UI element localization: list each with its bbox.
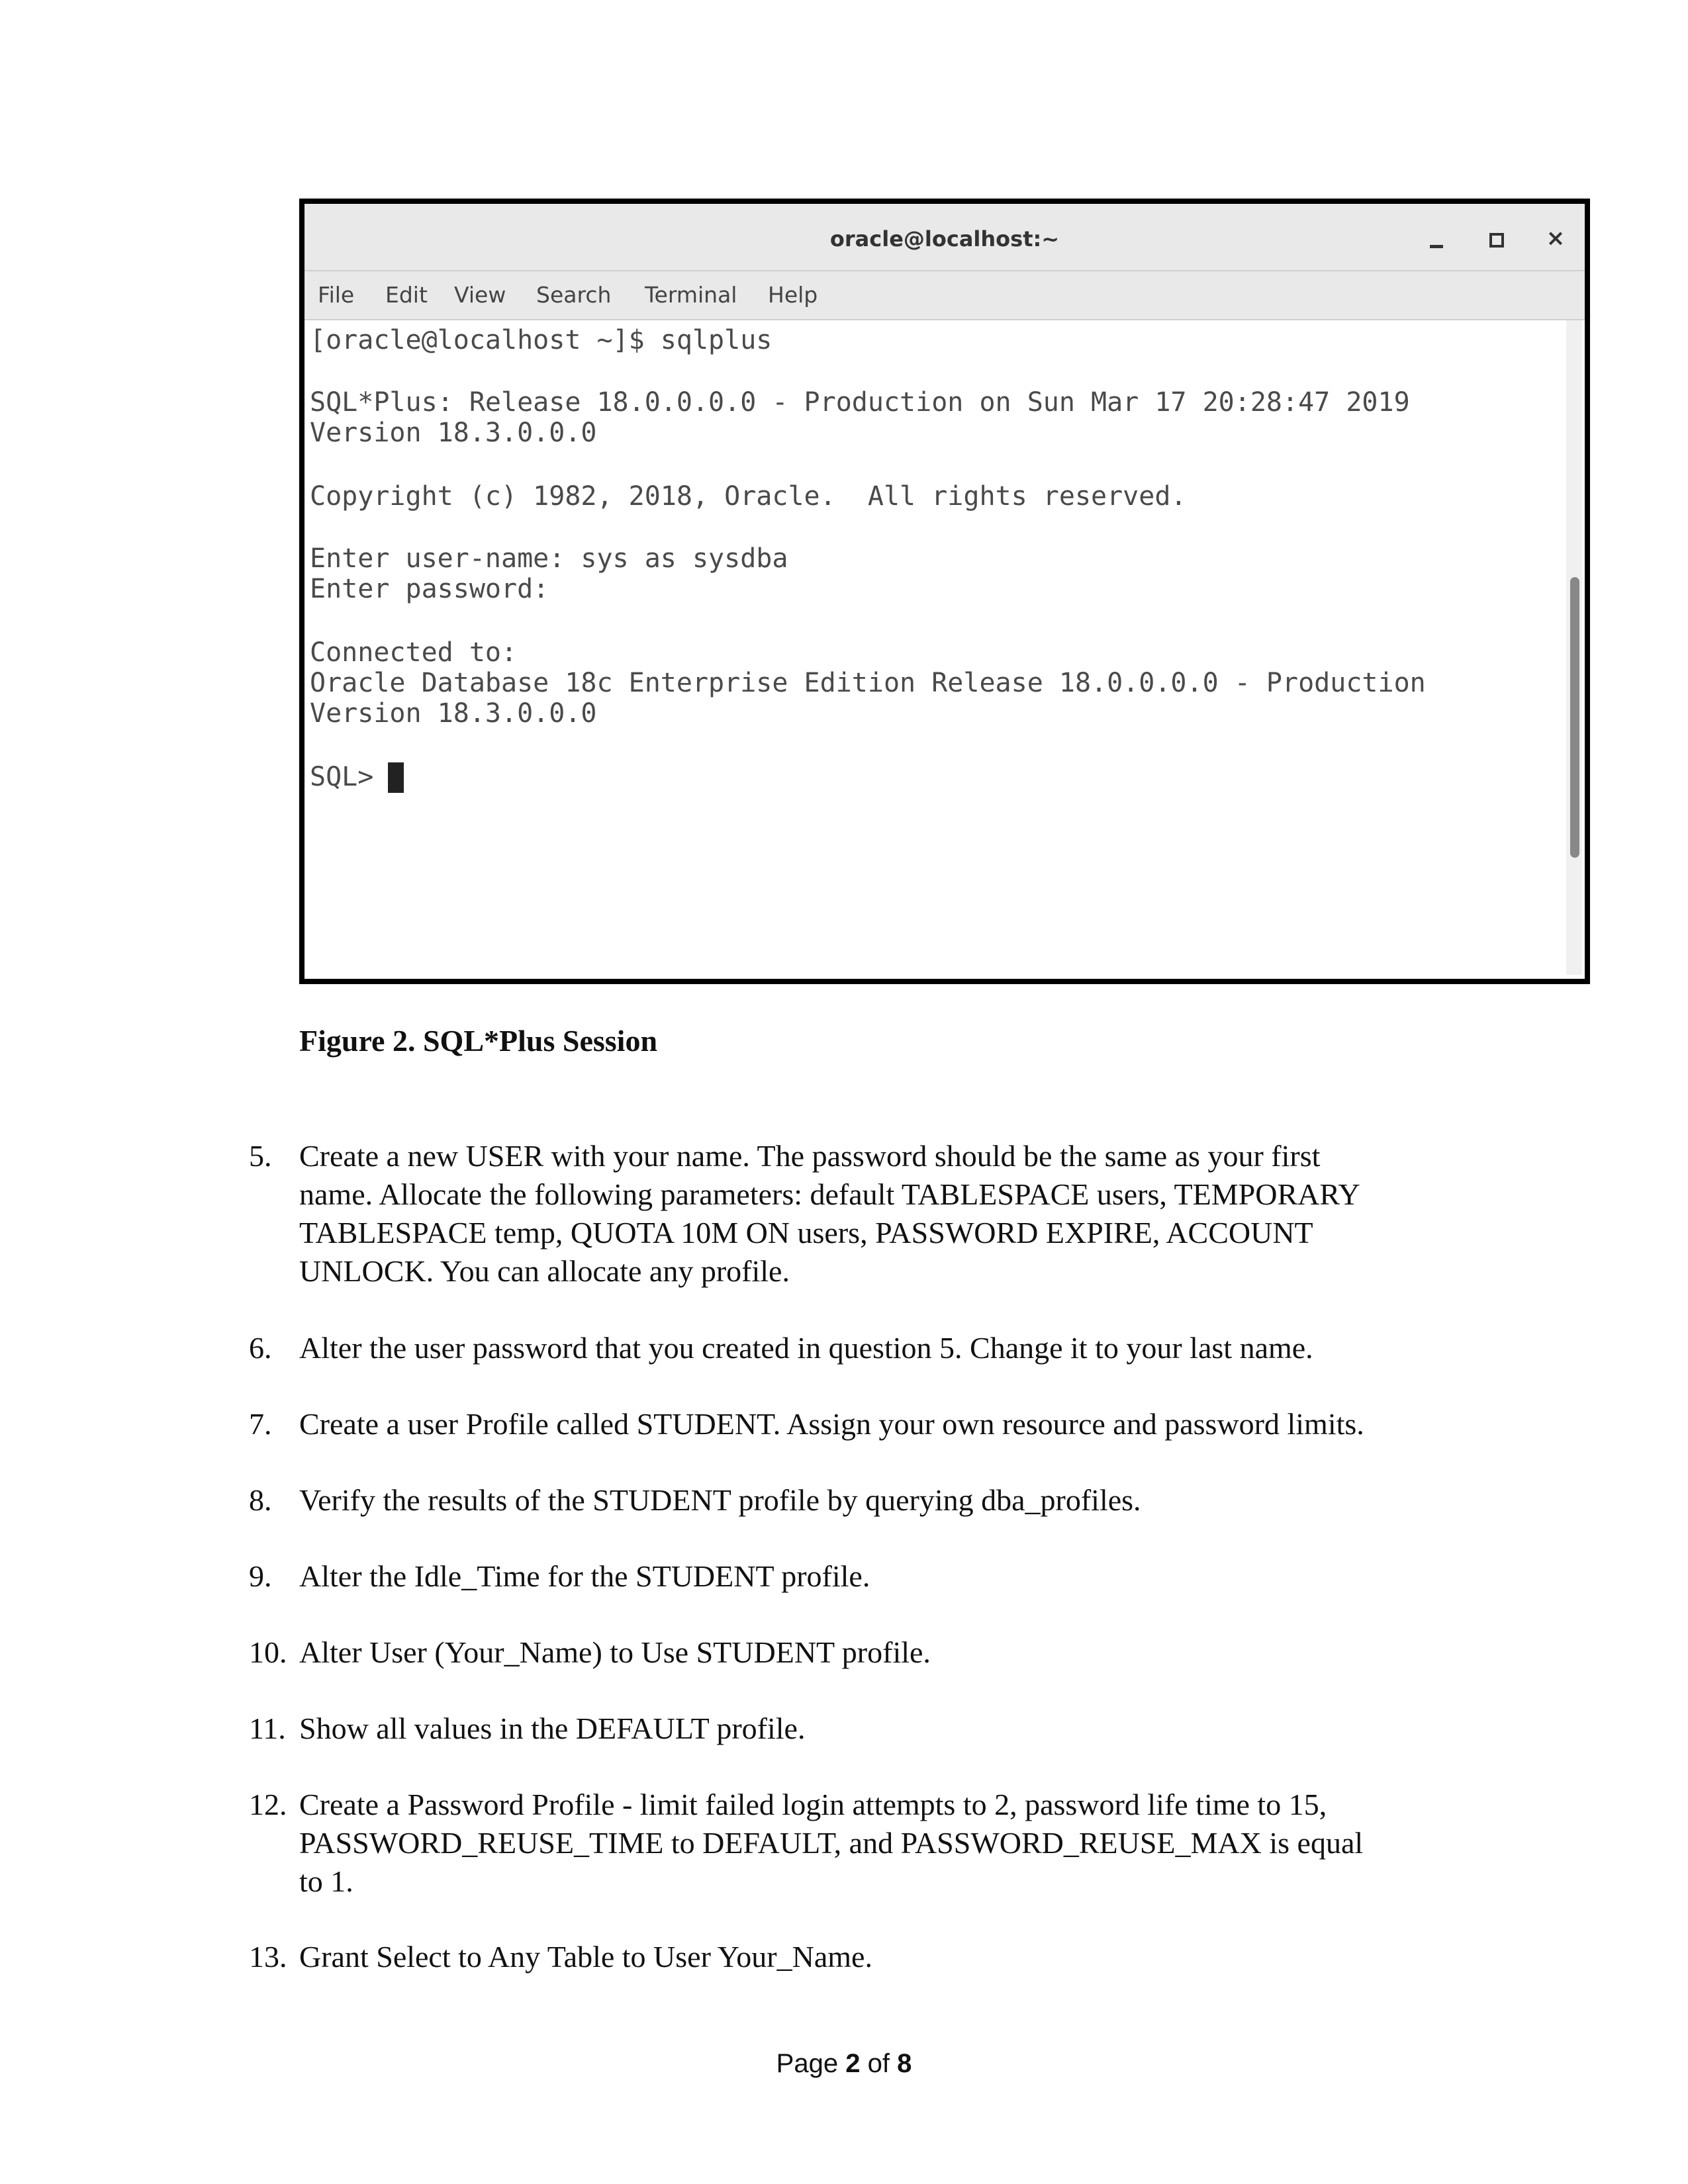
menu-search[interactable]: Search xyxy=(536,282,612,308)
question-number: 5. xyxy=(249,1139,272,1173)
terminal-title: oracle@localhost:~ xyxy=(829,226,1060,251)
question-line: Show all values in the DEFAULT profile. xyxy=(299,1711,806,1745)
minimize-icon[interactable] xyxy=(1421,221,1455,255)
footer-current-page: 2 xyxy=(845,2049,861,2078)
footer-total-pages: 8 xyxy=(897,2049,912,2078)
question-number: 7. xyxy=(249,1407,272,1441)
terminal-line: Connected to: xyxy=(310,637,518,668)
menu-edit[interactable]: Edit xyxy=(385,282,428,308)
page-footer xyxy=(0,2049,1688,2079)
question-line: Create a user Profile called STUDENT. Assign your own resource and password limits. xyxy=(299,1407,1364,1441)
question-number: 11. xyxy=(249,1711,286,1745)
question-number: 6. xyxy=(249,1331,272,1365)
terminal-line: Enter password: xyxy=(310,574,549,604)
menu-help[interactable]: Help xyxy=(768,282,818,308)
scrollbar-thumb[interactable] xyxy=(1570,577,1579,858)
terminal-output[interactable] xyxy=(305,320,1585,979)
terminal-line: SQL*Plus: Release 18.0.0.0.0 - Production on Sun Mar 17 20:28:47 2019 xyxy=(310,387,1410,418)
question-line: Grant Select to Any Table to User Your_Name. xyxy=(299,1940,872,1974)
footer-prefix: Page xyxy=(776,2049,839,2078)
question-line: UNLOCK. You can allocate any profile. xyxy=(299,1254,790,1288)
terminal-titlebar xyxy=(305,204,1585,270)
text-cursor xyxy=(388,762,404,793)
question-line: Alter the user password that you created in question 5. Change it to your last name. xyxy=(299,1331,1313,1365)
terminal-window xyxy=(299,199,1590,984)
question-line: name. Allocate the following parameters: default TABLESPACE users, TEMPORARY xyxy=(299,1177,1360,1211)
question-line: Create a new USER with your name. The password should be the same as your first xyxy=(299,1139,1321,1173)
question-line: PASSWORD_REUSE_TIME to DEFAULT, and PASSWORD_REUSE_MAX is equal xyxy=(299,1826,1364,1860)
maximize-icon[interactable] xyxy=(1479,221,1513,255)
close-icon[interactable]: × xyxy=(1546,225,1566,251)
terminal-line: Version 18.3.0.0.0 xyxy=(310,418,597,448)
question-line: to 1. xyxy=(299,1864,353,1898)
question-number: 13. xyxy=(249,1940,287,1974)
terminal-line: Copyright (c) 1982, 2018, Oracle. All rights reserved. xyxy=(310,481,1187,512)
question-line: Alter User (Your_Name) to Use STUDENT profile. xyxy=(299,1635,931,1669)
question-number: 8. xyxy=(249,1483,272,1517)
terminal-line: Version 18.3.0.0.0 xyxy=(310,698,597,729)
menu-view[interactable]: View xyxy=(454,282,506,308)
question-number: 10. xyxy=(249,1635,287,1669)
question-line: TABLESPACE temp, QUOTA 10M ON users, PASSWORD EXPIRE, ACCOUNT xyxy=(299,1216,1313,1250)
footer-sep: of xyxy=(867,2049,890,2078)
terminal-line: Oracle Database 18c Enterprise Edition Release 18.0.0.0.0 - Production xyxy=(310,668,1426,698)
menu-file[interactable]: File xyxy=(318,282,355,308)
menu-terminal[interactable]: Terminal xyxy=(645,282,737,308)
question-number: 9. xyxy=(249,1559,272,1593)
terminal-prompt: SQL> xyxy=(310,762,374,792)
question-line: Create a Password Profile - limit failed login attempts to 2, password life time to 15, xyxy=(299,1788,1327,1821)
terminal-line: Enter user-name: sys as sysdba xyxy=(310,543,788,574)
question-number: 12. xyxy=(249,1788,287,1821)
terminal-menubar xyxy=(305,270,1585,320)
question-line: Verify the results of the STUDENT profile by querying dba_profiles. xyxy=(299,1483,1141,1517)
figure-caption: Figure 2. SQL*Plus Session xyxy=(299,1024,658,1058)
question-line: Alter the Idle_Time for the STUDENT profile. xyxy=(299,1559,870,1593)
terminal-line: [oracle@localhost ~]$ sqlplus xyxy=(310,325,773,355)
